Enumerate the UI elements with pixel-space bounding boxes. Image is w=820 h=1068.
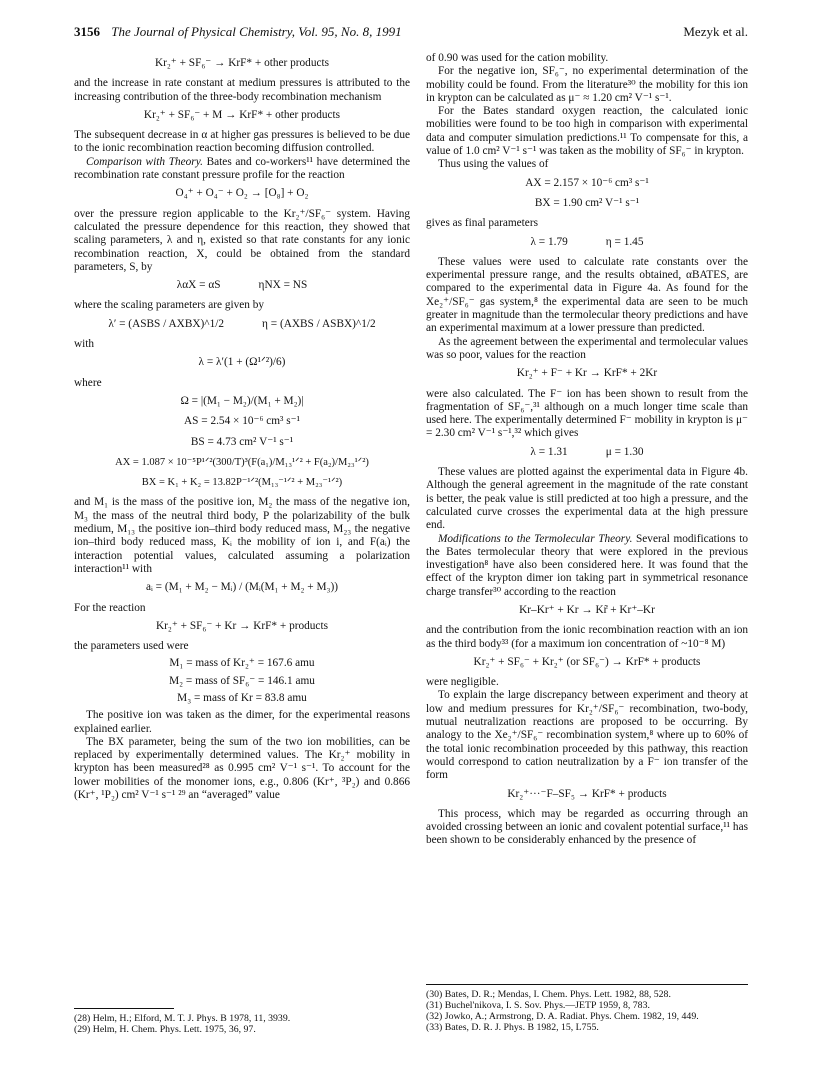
equation: BS = 4.73 cm² V⁻¹ s⁻¹ (190, 435, 294, 448)
paragraph: Modifications to the Termolecular Theory. Several modifications to the Bates termolecular theory that were explored in the previous investigation⁸ have also been considered here. It was found that the effect of the krypton dimer ion taking part in symmetrical resonance charge transfer³⁰ according to the reaction (426, 532, 748, 598)
equation: ηNX = NS (258, 279, 308, 292)
equation: BX = 1.90 cm² V⁻¹ s⁻¹ (534, 196, 640, 209)
equation: Ω = |(M₁ − M₂)/(M₁ + M₂)| (180, 394, 304, 407)
parameter-list (74, 657, 410, 705)
equation: M₃ = mass of Kr = 83.8 amu (177, 691, 307, 704)
paragraph: were negligible. (426, 676, 499, 689)
page-number: 3156 (74, 24, 100, 39)
equation: Kr₂⁺ + SF₆⁻ + M → KrF* + other products (143, 108, 341, 121)
paragraph: of 0.90 was used for the cation mobility. (426, 52, 609, 64)
running-header (74, 24, 748, 40)
equation: Kr₂⁺ + F⁻ + Kr → KrF* + 2Kr (516, 367, 658, 380)
paragraph: over the pressure region applicable to the Kr₂⁺/SF₆⁻ system. Having calculated the pressure dependence for this reaction, they showed that scaling parameters, λ and η, existed so that rate constants for any ionic recombination reaction, X, could be obtained from the standard parameters, S, by (74, 207, 410, 273)
equation: Kr₂⁺ + SF₆⁻ + Kr₂⁺ (or SF₆⁻) → KrF* + products (473, 655, 701, 668)
equation: Kr₂⁺ + SF₆⁻ + Kr → KrF* + products (156, 619, 328, 632)
footnote: (30) Bates, D. R.; Mendas, I. Chem. Phys. Lett. 1982, 88, 528. (426, 989, 671, 1000)
equation-pair (74, 318, 410, 331)
paragraph: the parameters used were (74, 640, 189, 653)
equation: λ′ = (ASBS / AXBX)^1/2 (108, 317, 225, 330)
equation: Kr–Kr⁺ + Kr → Kr̃ + Kr⁺–Kr (519, 603, 655, 616)
paragraph: These values were used to calculate rate constants over the experimental pressure range, and the results obtained, αBATES, are compared to the experimental data in Figure 4a. As found for the Xe₂⁺/SF₆⁻ gas system,⁸ the experimental data are seen to be much greater in magnitude than the termolecular theory predictions and have an experimental maximum at a lower pressure than predicted. (426, 255, 748, 335)
right-column (426, 52, 748, 848)
paragraph: The subsequent decrease in α at higher gas pressures is believed to be due to the ionic recombination reaction becoming diffusion controlled. (74, 129, 410, 155)
equation: λ = 1.79 (530, 235, 568, 248)
footnote: (29) Helm, H. Chem. Phys. Lett. 1975, 36, 97. (74, 1024, 256, 1035)
equation: Kr₂⁺ + SF₆⁻ → KrF* + other products (154, 57, 330, 69)
paragraph: These values are plotted against the experimental data in Figure 4b. Although the general agreement in the magnitude of the rate constant is better, the peak value is still predicted at too high a pressure, and the calculated curve crosses the experimental data at the high pressure end. (426, 466, 748, 532)
paragraph: gives as final parameters (426, 217, 538, 230)
footnote: (33) Bates, D. R. J. Phys. B 1982, 15, L755. (426, 1022, 599, 1033)
right-footnotes (426, 976, 748, 1033)
paragraph: and the increase in rate constant at medium pressures is attributed to the increasing contribution of the three-body recombination mechanism (74, 77, 410, 103)
section-heading: Comparison with Theory. (86, 155, 203, 168)
paragraph: For the negative ion, SF₆⁻, no experimental determination of the mobility could be found. From the literature³⁰ the mobility for this ion in krypton can be calculated as μ⁻ ≈ 1.20 cm² V⁻¹ s⁻¹. (426, 65, 748, 104)
paragraph: Thus using the values of (438, 158, 549, 171)
journal-title: The Journal of Physical Chemistry, Vol. 95, No. 8, 1991 (111, 24, 402, 39)
equation: μ = 1.30 (605, 445, 644, 458)
footnote-rule (426, 984, 748, 985)
equation: BX = K₁ + K₂ = 13.82P⁻¹ᐟ²(M₁₃⁻¹ᐟ² + M₂₃⁻¹ᐟ²) (141, 477, 343, 489)
paragraph: The BX parameter, being the sum of the two ion mobilities, can be replaced by experimentally determined values. The Kr₂⁺ mobility in krypton has been measured²⁸ as 0.995 cm² V⁻¹ s⁻¹. To account for the lower mobilities of the monomer ions, e.g., 0.806 (Kr⁺, ³P₂) and 0.866 (Kr⁺, ¹P₂) cm² V⁻¹ s⁻¹ ²⁹ an “averaged” value (74, 735, 410, 802)
equation: AX = 1.087 × 10⁻⁵P¹ᐟ²(300/T)³(F(a₁)/M₁₃¹ᐟ² + F(a₂)/M₂₃¹ᐟ²) (115, 456, 369, 468)
paragraph: To explain the large discrepancy between experiment and theory at low and medium pressures for Kr₂⁺/SF₆⁻ recombination, two-body, mutual neutralization reactions are proposed to be occurring. By analogy to the Xe₂⁺/SF₆⁻ recombination system,⁸ where up to 60% of the total ionic recombination proceeded by this pathway, this reaction would correspond to cation neutralization by a F⁻ ion transfer of the form (426, 689, 748, 782)
footnote: (28) Helm, H.; Elford, M. T. J. Phys. B 1978, 11, 3939. (74, 1013, 291, 1024)
equation-pair (426, 236, 748, 249)
equation: η = (AXBS / ASBX)^1/2 (262, 317, 376, 330)
equation: Kr₂⁺···⁻F–SF₅ → KrF* + products (507, 787, 667, 800)
equation: η = 1.45 (605, 235, 644, 248)
equation: O₄⁺ + O₄⁻ + O₂ → [O₈] + O₂ (175, 187, 309, 200)
section-heading: Modifications to the Termolecular Theory. (438, 532, 633, 545)
left-column (74, 52, 410, 802)
footnote: (32) Jowko, A.; Armstrong, D. A. Radiat. Phys. Chem. 1982, 19, 449. (426, 1011, 699, 1022)
paragraph: As the agreement between the experimental and termolecular values was so poor, values for the reaction (426, 335, 748, 361)
paragraph: and the contribution from the ionic recombination reaction with an ion as the third body³³ (for a maximum ion concentration of ~10⁻⁸ M) (426, 624, 748, 650)
footnote-rule (74, 1008, 174, 1009)
equation-pair (426, 446, 748, 459)
paragraph: and M₁ is the mass of the positive ion, M₂ the mass of the negative ion, M₃ the mass of the neutral third body, P the polarizability of the bulk medium, M₁₃ the positive ion–third body reduced mass, M₂₃ the negative ion–third body reduced mass, Kᵢ the mobility of ion i, and F(aᵢ) the interaction potential values, calculated assuming a polarization interaction¹¹ with (74, 496, 410, 575)
paragraph: were also calculated. The F⁻ ion has been shown to result from the fragmentation of SF₆⁻,³¹ although on a much longer time scale than used here. The experimentally determined F⁻ mobility in krypton is μ⁻ = 2.30 cm² V⁻¹ s⁻¹,³² which gives (426, 387, 748, 440)
equation: λαX = αS (176, 279, 221, 292)
equation: M₂ = mass of SF₆⁻ = 146.1 amu (169, 674, 315, 687)
paragraph: For the reaction (74, 601, 146, 614)
paragraph: This process, which may be regarded as occurring through an avoided crossing between an ionic and covalent potential surface,¹¹ has been shown to be considerably enhanced by the presence of (426, 807, 748, 847)
paragraph: For the Bates standard oxygen reaction, the calculated ionic mobilities were found to be too high in comparison with experimental data and computer simulation predictions.¹¹ To compensate for this, a value of 1.0 cm² V⁻¹ s⁻¹ was taken as the mobility of SF₆⁻ in krypton. (426, 105, 748, 158)
equation: λ = 1.31 (530, 445, 568, 458)
paragraph: where the scaling parameters are given by (74, 299, 265, 312)
equation: λ = λ′(1 + (Ω¹ᐟ²)/6) (198, 356, 286, 369)
running-authors: Mezyk et al. (683, 24, 748, 39)
equation: aᵢ = (M₁ + M₂ − Mᵢ) / (Mᵢ(M₁ + M₂ + M₃)) (145, 581, 339, 594)
paragraph: where (74, 376, 102, 389)
paragraph: with (74, 338, 95, 351)
equation: M₁ = mass of Kr₂⁺ = 167.6 amu (169, 657, 315, 670)
equation: AS = 2.54 × 10⁻⁶ cm³ s⁻¹ (183, 415, 301, 428)
paragraph: The positive ion was taken as the dimer, for the experimental reasons explained earlier. (74, 709, 410, 735)
equation: AX = 2.157 × 10⁻⁶ cm³ s⁻¹ (525, 176, 649, 189)
equation-pair (74, 279, 410, 292)
left-footnotes (74, 1000, 410, 1035)
paragraph: Comparison with Theory. Bates and co-workers¹¹ have determined the recombination rate constant pressure profile for the reaction (74, 155, 410, 182)
footnote: (31) Buchel'nikova, I. S. Sov. Phys.—JETP 1959, 8, 783. (426, 1000, 650, 1011)
